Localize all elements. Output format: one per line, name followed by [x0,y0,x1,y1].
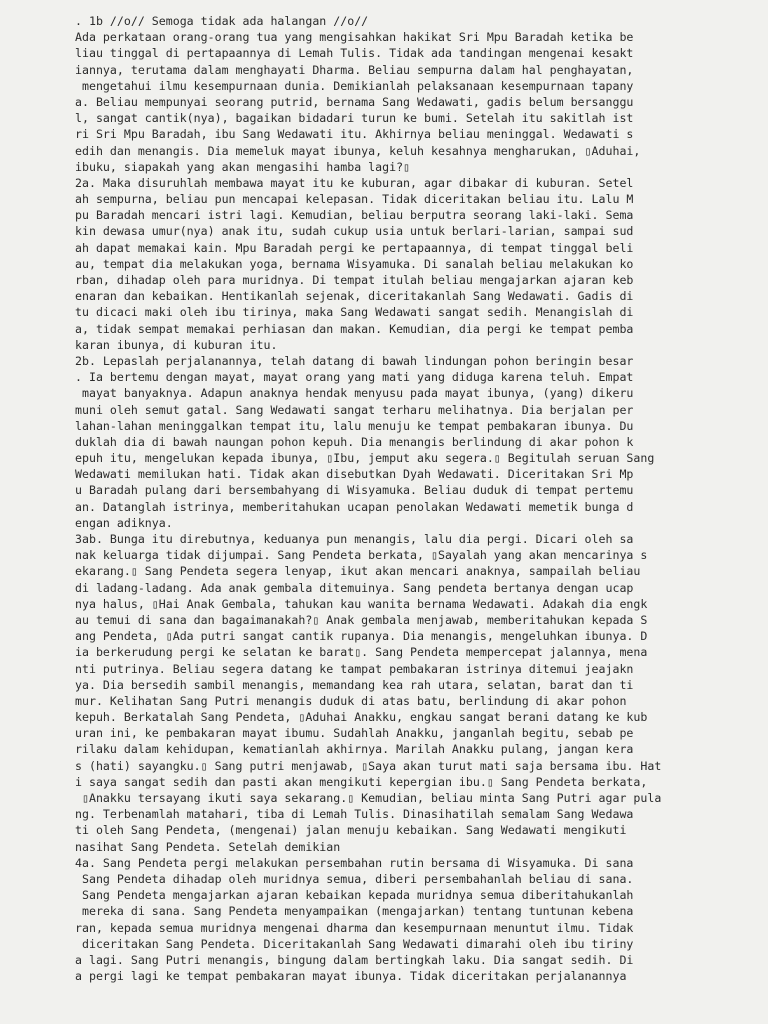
text-line: ah sempurna, beliau pun mencapai kelepasan. Tidak diceritakan beliau itu. Lalu M [75,192,634,207]
text-line: a, tidak sempat memakai perhiasan dan makan. Kemudian, dia pergi ke tempat pemba [75,321,634,336]
text-line: muni oleh semut gatal. Sang Wedawati sangat terharu melihatnya. Dia berjalan per [75,402,634,417]
text-line: ia berkerudung pergi ke selatan ke barat▯. Sang Pendeta mempercepat jalannya, mena [75,645,648,660]
text-line: a. Beliau mempunyai seorang putrid, bernama Sang Wedawati, gadis belum bersanggu [75,94,634,109]
text-line: au, tempat dia melakukan yoga, bernama Wisyamuka. Di sanalah beliau melakukan ko [75,256,634,271]
text-line: 2a. Maka disuruhlah membawa mayat itu ke kuburan, agar dibakar di kuburan. Setel [75,175,634,190]
text-line: . Ia bertemu dengan mayat, mayat orang yang mati yang diduga karena teluh. Empat [75,370,634,385]
text-line: mereka di sana. Sang Pendeta menyampaikan (mengajarkan) tentang tuntunan kebena [75,904,634,919]
document-text [75,13,755,984]
text-line: mengetahui ilmu kesempurnaan dunia. Demikianlah pelaksanaan kesempurnaan tapany [75,78,634,93]
text-line: kepuh. Berkatalah Sang Pendeta, ▯Aduhai Anakku, engkau sangat berani datang ke kub [75,710,648,725]
text-line: liau tinggal di pertapaannya di Lemah Tulis. Tidak ada tandingan mengenai kesakt [75,46,634,61]
text-line: mur. Kelihatan Sang Putri menangis duduk di atas batu, berlindung di akar pohon [75,693,627,708]
text-line: ah dapat memakai kain. Mpu Baradah pergi ke pertapaannya, di tempat tinggal beli [75,240,634,255]
text-line: duklah dia di bawah naungan pohon kepuh. Dia menangis berlindung di akar pohon k [75,434,634,449]
text-line: Wedawati memilukan hati. Tidak akan disebutkan Dyah Wedawati. Diceritakan Sri Mp [75,467,634,482]
text-line: Ada perkataan orang-orang tua yang mengisahkan hakikat Sri Mpu Baradah ketika be [75,30,634,45]
text-line: s (hati) sayangku.▯ Sang putri menjawab, ▯Saya akan turut mati saja bersama ibu. Hat [75,758,662,773]
text-line: 4a. Sang Pendeta pergi melakukan persembahan rutin bersama di Wisyamuka. Di sana [75,855,634,870]
text-line: engan adiknya. [75,515,173,530]
text-line: karan ibunya, di kuburan itu. [75,337,278,352]
text-line: ri Sri Mpu Baradah, ibu Sang Wedawati itu. Akhirnya beliau meninggal. Wedawati s [75,127,634,142]
text-line: ibuku, siapakah yang akan mengasihi hamba lagi?▯ [75,159,411,174]
text-line: tu dicaci maki oleh ibu tirinya, maka Sang Wedawati sangat sedih. Menangislah di [75,305,634,320]
text-line: pu Baradah mencari istri lagi. Kemudian, beliau berputra seorang laki-laki. Sema [75,208,634,223]
text-line: iannya, terutama dalam menghayati Dharma. Beliau sempurna dalam hal penghayatan, [75,62,634,77]
text-line: ang Pendeta, ▯Ada putri sangat cantik rupanya. Dia menangis, mengeluhkan ibunya. D [75,629,648,644]
text-line: ng. Terbenamlah matahari, tiba di Lemah Tulis. Dinasihatilah semalam Sang Wedawa [75,807,634,822]
text-line: au temui di sana dan bagaimanakah?▯ Anak gembala menjawab, memberitahukan kepada S [75,612,648,627]
text-line: i saya sangat sedih dan pasti akan mengikuti kepergian ibu.▯ Sang Pendeta berkata, [75,774,648,789]
text-line: uran ini, ke pembakaran mayat ibumu. Sudahlah Anakku, janganlah begitu, sebab pe [75,726,634,741]
text-line: di ladang-ladang. Ada anak gembala ditemuinya. Sang pendeta bertanya dengan ucap [75,580,634,595]
text-line: nak keluarga tidak dijumpai. Sang Pendeta berkata, ▯Sayalah yang akan mencarinya s [75,548,648,563]
text-line: epuh itu, mengelukan kepada ibunya, ▯Ibu, jemput aku segera.▯ Begitulah seruan Sang [75,451,655,466]
text-line: a lagi. Sang Putri menangis, bingung dalam bertingkah laku. Dia sangat sedih. Di [75,952,634,967]
text-line: ▯Anakku tersayang ikuti saya sekarang.▯ Kemudian, beliau minta Sang Putri agar pula [75,791,662,805]
text-line: Sang Pendeta mengajarkan ajaran kebaikan kepada muridnya semua diberitahukanlah [75,888,634,903]
text-line: 3ab. Bunga itu direbutnya, keduanya pun menangis, lalu dia pergi. Dicari oleh sa [75,532,634,546]
text-line: nti putrinya. Beliau segera datang ke tampat pembakaran istrinya ditemui jeajakn [75,661,634,676]
text-line: 2b. Lepaslah perjalanannya, telah datang di bawah lindungan pohon beringin besar [75,353,634,368]
text-line: rilaku dalam kehidupan, kematianlah akhirnya. Marilah Anakku pulang, jangan kera [75,742,634,757]
text-line: . 1b //o// Semoga tidak ada halangan //o// [75,14,369,28]
text-line: kin dewasa umur(nya) anak itu, sudah cukup usia untuk berlari-larian, sampai sud [75,224,634,239]
text-line: edih dan menangis. Dia memeluk mayat ibunya, keluh kesahnya mengharukan, ▯Aduhai, [75,143,641,158]
text-line: nya halus, ▯Hai Anak Gembala, tahukan kau wanita bernama Wedawati. Adakah dia engk [75,596,648,611]
text-line: ran, kepada semua muridnya mengenai dharma dan kesempurnaan menuntut ilmu. Tidak [75,920,634,935]
text-line: diceritakan Sang Pendeta. Diceritakanlah Sang Wedawati dimarahi oleh ibu tiriny [75,936,634,951]
text-line: enaran dan kebaikan. Hentikanlah sejenak, diceritakanlah Sang Wedawati. Gadis di [75,289,634,304]
text-line: u Baradah pulang dari bersembahyang di Wisyamuka. Beliau duduk di tempat pertemu [75,483,634,498]
text-line: mayat banyaknya. Adapun anaknya hendak menyusu pada mayat ibunya, (yang) dikeru [75,386,634,401]
text-line: l, sangat cantik(nya), bagaikan bidadari turun ke bumi. Setelah itu sakitlah ist [75,111,634,126]
text-line: lahan-lahan meninggalkan tempat itu, lalu menuju ke tempat pembakaran ibunya. Du [75,418,634,433]
text-line: rban, dihadap oleh para muridnya. Di tempat itulah beliau mengajarkan ajaran keb [75,273,634,287]
text-line: an. Datanglah istrinya, memberitahukan ucapan penolakan Wedawati memetik bunga d [75,499,634,514]
text-line: nasihat Sang Pendeta. Setelah demikian [75,839,341,854]
text-line: ekarang.▯ Sang Pendeta segera lenyap, ikut akan mencari anaknya, sampailah beliau [75,564,641,579]
text-line: a pergi lagi ke tempat pembakaran mayat ibunya. Tidak diceritakan perjalanannya [75,969,627,984]
text-line: ti oleh Sang Pendeta, (mengenai) jalan menuju kebaikan. Sang Wedawati mengikuti [75,823,627,838]
text-line: Sang Pendeta dihadap oleh muridnya semua, diberi persembahanlah beliau di sana. [75,871,634,886]
text-line: ya. Dia bersedih sambil menangis, memandang kea rah utara, selatan, barat dan ti [75,677,634,692]
